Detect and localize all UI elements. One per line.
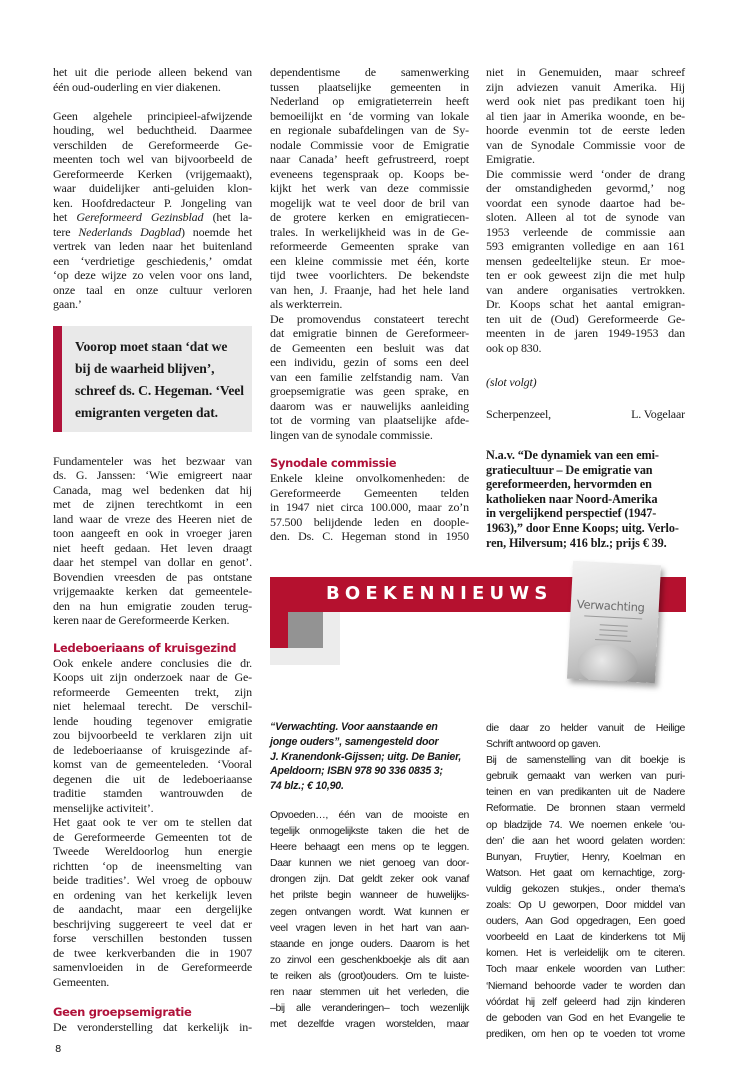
paragraph [53, 65, 252, 94]
text-line: van een familie zelfstandig nam. Van [270, 369, 469, 384]
text-line: Fundamenteler was het bezwaar van [53, 453, 252, 468]
text-line: N.a.v. “De dynamiek van een emi- [486, 448, 659, 462]
text-line: ten er ook geweest zijn die met hulp [486, 268, 685, 282]
text-line: menselijke activiteit’. [53, 800, 154, 815]
banner-decoration [288, 612, 323, 648]
text-line: in 1947 niet circa 100.000, maar zo’n [270, 500, 469, 514]
book-cover-image [567, 561, 661, 683]
text-line: op bladzijde 74. We noemen enkele ‘ou- [486, 818, 685, 831]
text-line: Bunyan, Fruytier, Henry, Koelman en [486, 850, 685, 863]
text-line: Gemeenten. [53, 974, 110, 989]
text-line: Geen algehele principieel-afwijzende [53, 108, 252, 123]
text-line: beide tradities’. Wel vroeg de opbouw [53, 873, 252, 887]
text-line: drongen zijn. Dat geldt zeker ook vanaf [270, 873, 469, 886]
paragraph [486, 65, 685, 167]
text-line: bemoeilijkt en ‘de vorming van lokale [270, 108, 469, 123]
text-line: Voorop moet staan ‘dat we [75, 338, 228, 354]
text-line: vertrek van leden naar het buitenland [53, 239, 252, 253]
text-line: zou bijvoorbeeld te verklaren zijn uit [53, 728, 252, 742]
paragraph [53, 454, 252, 628]
text-line: Emigratie. [486, 152, 535, 166]
text-line: mensen gedeeltelijke steun. Er moe- [486, 253, 685, 268]
text-line: katholieken naar Noord-Amerika [486, 491, 658, 506]
signature-author: L. Vogelaar [631, 406, 685, 421]
text-line: ‘Niemand behoorde vader te worden dan [486, 979, 685, 992]
text-line: zijn adviezen vanuit Amerika. Hij [486, 79, 685, 94]
text-line: komst van de gemeenteleden. ‘Vooral [53, 757, 252, 771]
text-line: Gereformeerde Gemeenten telden [270, 485, 469, 500]
text-line: de grotere kerken en emigratiecen- [270, 210, 469, 224]
paragraph [486, 720, 685, 752]
text-line: een ‘verdrietige geschiedenis,’ omdat [53, 253, 252, 268]
text-line: Opvoeden…, één van de mooiste en [270, 808, 469, 821]
page-number: 8 [55, 1044, 62, 1055]
italic-title: Gereformeerd Gezinsblad [76, 210, 204, 224]
text-line: en regionale subafdelingen van de Sy- [270, 123, 469, 137]
book-cover-author [600, 629, 628, 631]
text-line: samenvloeiden in de Gereformeerde [53, 960, 252, 974]
text-line: van de Synodale Commissie voor de [486, 137, 685, 152]
text-line: Ook enkele andere conclusies die dr. [53, 655, 252, 670]
text-line: Apeldoorn; ISBN 978 90 336 0835 3; [270, 765, 443, 778]
text-line: de Gereformeerde Gemeenten tot de [53, 829, 252, 844]
text-line: dependentisme de samenwerking [270, 65, 469, 79]
book-cover-photo [577, 643, 639, 683]
text-line: niet in Genemuiden, maar schreef [486, 65, 685, 79]
text-line: en ordening van het kerkelijk leven [53, 887, 252, 902]
text-line: zoals: Op U geworpen, Door middel van [486, 899, 685, 912]
text-line: ‘op deze wijze zo velen voor ons land, [53, 268, 252, 282]
text-line: –bij alle veranderingen– toch wezenlijk [270, 1002, 469, 1015]
text-line: ouders, Aan God opgedragen, Een goed [486, 915, 685, 928]
text-line: niet helemaal terecht. De verschil- [53, 699, 252, 713]
text-line: meenten toch wel van bijvoorbeeld de [53, 152, 252, 166]
text-line: ken. Hoofdredacteur P. Jongeling van [53, 195, 252, 210]
text-line: houding, wel beduchtheid. Daarmee [53, 123, 252, 137]
paragraph [270, 807, 469, 1032]
text-line: Het gaat ook te ver om te stellen dat [53, 815, 252, 829]
text-line: de aandacht, maar een dergelijke [53, 902, 252, 916]
text-line: vrijgemaakte kerken dat gemeentele- [53, 584, 252, 598]
text-line: de twee kerkverbanden die in 1907 [53, 945, 252, 960]
text-line: beschrijving suggereert te veel dat er [53, 916, 252, 931]
text-line: Gereformeerde Kerken (vrijgemaakt), [53, 166, 252, 181]
text-line: verschilden de Gereformeerde Ge- [53, 137, 252, 152]
text-line: den’ die aan het woord gelaten worden: [486, 834, 685, 847]
text-line: ook op 830. [486, 340, 542, 355]
banner-decoration [323, 612, 340, 648]
text-line: ren naar stemmen uit het verleden, die [270, 986, 469, 999]
text-line: werd ook niet pas predikant toen hij [486, 94, 685, 108]
text-line: tijd twee voorlichters. De bekendste [270, 268, 469, 282]
text-line: Heere behaagt een mens op te leggen. [270, 841, 469, 854]
text-line: keren naar de Gereformeerde Kerken. [53, 613, 230, 627]
text-line: Dr. Koops schat het aantal emigran- [486, 297, 685, 311]
text-line: forse verschillen bestonden tussen [53, 931, 252, 945]
text-line: al tien jaar in Amerika woonde, en be- [486, 108, 685, 123]
text-line: Daar kunnen we niet genoeg van door- [270, 857, 469, 870]
text-line: te reiken als (groot)ouders. Om te luiste- [270, 969, 469, 982]
text-line: het uit die periode alleen bekend van [53, 65, 252, 79]
text-line: Tweede Wereldoorlog hun energie [53, 844, 252, 858]
text-line: ds. G. Janssen: ‘Wie emigreert naar [53, 468, 252, 482]
text-line: zo zinvol een geschenkboekje als dit aan [270, 953, 469, 966]
text-line: nodale Commissie voor de Emigratie [270, 137, 469, 152]
text-line: meenten in de jaren 1949-1953 dan [486, 326, 685, 340]
text-line: sloten. Alleen al tot de synode van [486, 210, 685, 224]
book-cover-author [600, 624, 628, 626]
signature [486, 407, 685, 422]
article-column-2 [270, 65, 469, 544]
paragraph [486, 167, 685, 356]
text-line: Die commissie werd ‘onder de drang [486, 166, 685, 181]
book-cover-author [599, 634, 627, 636]
text-line: Reformatie. De bronnen staan vermeld [486, 802, 685, 815]
text-line: naar Canada’ heeft gefrustreerd, roept [270, 152, 469, 166]
text-line: den na hun emigratie zouden terug- [53, 598, 252, 613]
text-line: in vergelijkend perspectief (1947- [486, 506, 657, 521]
text-line: degenen die uit de ledeboeriaanse [53, 771, 252, 786]
text-line: waar duidelijker anti-geluiden klon- [53, 181, 252, 195]
paragraph [53, 815, 252, 989]
text-line: onze taal en onze cultuur verloren [53, 282, 252, 297]
text-line: als werkterrein. [270, 297, 343, 311]
section-heading: Synodale commissie [270, 456, 397, 470]
text-line: niet heeft gedaan. Het leven draagt [53, 540, 252, 555]
paragraph [270, 65, 469, 312]
text-line: lende houding tegenover emigratie [53, 713, 252, 728]
text-line: tot de vorming van plaatselijke afde- [270, 413, 469, 427]
text-line: het Gereformeerd Gezinsblad (het la- [53, 210, 253, 224]
text-line: komen. Het is verleidelijk om te citeren. [486, 947, 685, 960]
text-line: 57.500 belijdende leden en doople- [270, 514, 469, 529]
text-line: voorbeeld en Laat de kinderkens tot Mij [486, 931, 685, 944]
text-line: mogelijk wat te veel door de bril van [270, 195, 469, 210]
paragraph [270, 471, 469, 544]
text-line: reformeerde Gemeenten sprake van [270, 239, 469, 253]
text-line: met dezelfde vragen worstelden, maar [270, 1018, 469, 1031]
text-line: gratiecultuur – De emigratie van [486, 462, 653, 477]
text-line: staande en jonge ouders. Daarom is het [270, 937, 469, 950]
text-line: het prilste begin wanneer de huwelijks- [270, 889, 469, 902]
text-line: tere Nederlands Dagblad) noemde het [53, 224, 252, 239]
text-line: gaan.’ [53, 297, 82, 311]
book-cover-title: Verwachting [576, 597, 646, 615]
text-line: vuldig gekozen stukjes., onder thema’s [486, 882, 685, 895]
text-line: ten uit de (Oud) Gereformeerde Ge- [486, 311, 685, 326]
paragraph [270, 312, 469, 443]
text-line: van hen, J. Fraanje, had het hele land [270, 282, 469, 297]
text-line: Koops uit zijn onderzoek naar de Ge- [53, 670, 252, 684]
text-line: een kleine commissie met één, korte [270, 253, 469, 268]
text-line: J. Kranendonk-Gijssen; uitg. De Banier, [270, 750, 462, 763]
text-line: de geboden van God en het Evangelie te [486, 1011, 685, 1024]
text-line: van andere organisaties vertrokken. [486, 282, 685, 297]
text-line: één oud-ouderling en vier diakenen. [53, 79, 221, 94]
paragraph [53, 1020, 252, 1035]
article-column-3 [486, 65, 685, 550]
text-line: de ledeboeriaanse of kruisgezinde af- [53, 742, 252, 757]
text-line: 1953 verleende de commissie aan [486, 224, 685, 239]
text-line: 593 emigranten volledige en aan 161 [486, 239, 685, 253]
text-line: “Verwachting. Voor aanstaande en [270, 721, 438, 733]
text-line: 1963),” door Enne Koops; uitg. Verlo- [486, 520, 679, 535]
text-line: den. Ds. C. Hegeman stond in 1950 [270, 529, 469, 543]
text-line: De veronderstelling dat kerkelijk in- [53, 1020, 252, 1034]
text-line: land waar de vreze des Heeren niet de [53, 511, 252, 526]
text-line: eveneens tegenspraak op. Koops be- [270, 166, 469, 181]
text-line: de Gemeenten een besluit was dat [270, 340, 469, 355]
text-line: Enkele kleine onvolkomenheden: de [270, 471, 469, 485]
text-line: Bij de samenstelling van dit boekje is [486, 754, 685, 767]
text-line: daar het stempel van dollar en genot’. [53, 555, 252, 569]
article-column-1 [53, 65, 252, 1035]
text-line: gebruik gemaakt van werken van puri- [486, 770, 685, 783]
text-line: ren, Hilversum; 416 blz.; prijs € 39. [486, 535, 667, 550]
text-line: daarom was er nauwelijks aanleiding [270, 398, 469, 413]
italic-title: Nederlands Dagblad [78, 224, 182, 239]
to-be-continued-note: (slot volgt) [486, 375, 537, 389]
text-line: vóórdat hij zelf geleerd had zijn kinderen [486, 995, 685, 1008]
review-column-2 [486, 720, 685, 1042]
banner-decoration [270, 612, 288, 648]
text-line: veel vragen leven in het hart van aan- [270, 921, 469, 934]
book-cover-subtitle [584, 615, 642, 619]
book-cover-author [595, 639, 631, 642]
text-line: een individu, gezin of soms een deel [270, 355, 469, 369]
text-line: reformeerde Gemeenten trekt, zijn [53, 684, 252, 699]
pull-quote [53, 326, 252, 432]
text-line: traditie stamden wantrouwden de [53, 786, 252, 800]
section-heading: Ledeboeriaans of kruisgezind [53, 640, 237, 655]
text-line: schreef ds. C. Hegeman. ‘Veel [75, 382, 244, 398]
text-line: teinen en van predikanten uit de Nadere [486, 786, 685, 799]
review-column-1 [270, 720, 469, 1032]
text-line: lingen van de synodale commissie. [270, 427, 433, 442]
text-line: emigranten vergeten dat. [75, 404, 218, 420]
text-line: prediken, om hen op te voeden tot vrome [486, 1027, 685, 1040]
text-line: die daar zo helder vanuit de Heilige [486, 722, 685, 734]
text-line: tussen plaatselijke gemeenten in [270, 79, 469, 94]
text-line: Nederland op emigratieterrein heeft [270, 94, 469, 108]
section-banner-title: BOEKENNIEUWS [326, 583, 553, 604]
text-line: voordat een synode daartoe had be- [486, 195, 685, 210]
text-line: Toch maar enkele woorden van Luther: [486, 963, 685, 976]
text-line: 74 blz.; € 10,90. [270, 780, 344, 793]
text-line: jonge ouders”, samengesteld door [270, 735, 439, 748]
text-line: dat emigratie binnen de Gereformeer- [270, 326, 469, 340]
text-line: richtten ‘op de ineensmelting van [53, 858, 252, 873]
banner-decoration [270, 648, 340, 665]
paragraph [486, 752, 685, 1042]
text-line: Bovendien vreesden de pas ontstane [53, 569, 252, 584]
text-line: der omstandigheden gevormd,’ nog [486, 181, 685, 195]
text-line: Canada, mag wel bedenken dat hij [53, 482, 252, 497]
text-line: Schrift antwoord op gaven. [486, 738, 601, 751]
text-line: bij de waarheid blijven’, [75, 360, 215, 376]
text-line: trales. In werkelijkheid was in de Ge- [270, 224, 469, 239]
text-line: met de zijnen terechtkomt in een [53, 497, 252, 511]
text-line: gereformeerden, hervormden en [486, 477, 652, 492]
text-line: tegelijk onmogelijkste taken die het de [270, 825, 469, 838]
paragraph [53, 109, 252, 312]
text-line: zegen ontvangen wordt. Wat kunnen er [270, 905, 469, 918]
text-line: Watson. Het gaat om kernachtige, zorg- [486, 866, 685, 879]
text-line: toon aangeeft en ook in vroeger jaren [53, 526, 252, 540]
paragraph [53, 656, 252, 816]
signature-place: Scherpenzeel, [486, 406, 552, 421]
book-source-reference [486, 448, 685, 550]
text-line: groepsemigratie was geen sprake, en [270, 384, 469, 398]
text-line: De promovendus constateert terecht [270, 311, 469, 326]
review-book-details [270, 720, 469, 794]
section-heading: Geen groepsemigratie [53, 1005, 192, 1019]
text-line: hoorde evenmin tot de eerste leden [486, 123, 685, 137]
text-line: kijkt het werk van deze commissie [270, 181, 469, 195]
